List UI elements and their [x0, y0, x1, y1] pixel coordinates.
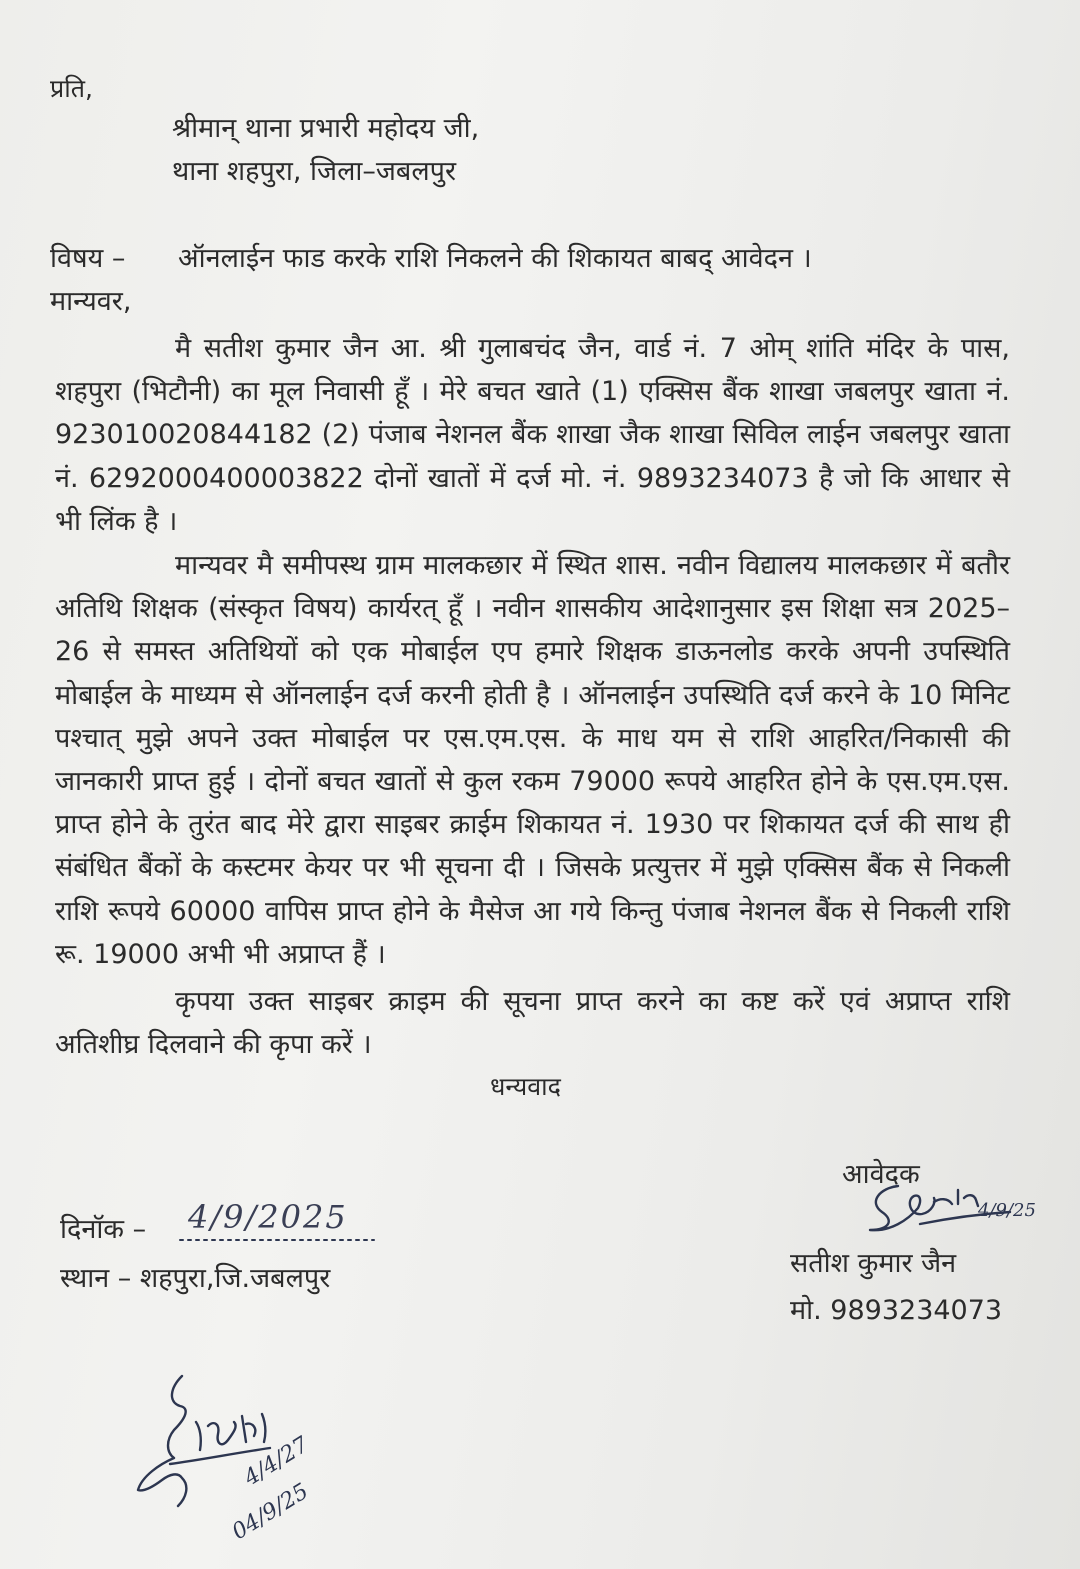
- body-paragraph-1-text: मै सतीश कुमार जैन आ. श्री गुलाबचंद जैन, वार्ड नं. 7 ओम् शांति मंदिर के पास, शहपुरा (भिटौनी) का मूल निवासी हूँ । मेरे बचत खाते (1) एक्सिस बैंक शाखा जबलपुर खाता नं. 923010020844182 (2) पंजाब नेशनल बैंक शाखा जैक शाखा सिविल लाईन जबलपुर खाता नं. 6292000400003822 दोनों खातों में दर्ज मो. नं. 9893234073 है जो कि आधार से भी लिंक है ।: [55, 333, 1010, 537]
- body-paragraph-1: [55, 327, 1010, 543]
- greeting: मान्यवर,: [50, 286, 132, 317]
- official-signature: [130, 1368, 370, 1558]
- official-signature-note-1: 4/4/27: [239, 1432, 314, 1492]
- applicant-label: आवेदक: [842, 1159, 920, 1190]
- place-label: स्थान – शहपुरा,जि.जबलपुर: [60, 1263, 331, 1294]
- body-paragraph-2: [55, 544, 1010, 976]
- applicant-mobile: मो. 9893234073: [790, 1295, 1003, 1326]
- recipient-line-2: थाना शहपुरा, जिला–जबलपुर: [172, 156, 457, 187]
- applicant-signature-date: 4/9/25: [978, 1200, 1036, 1221]
- closing-thanks: धन्यवाद: [490, 1072, 561, 1101]
- date-label: दिनॉक –: [60, 1214, 147, 1245]
- date-value: 4/9/2025: [188, 1198, 348, 1236]
- applicant-signature: [860, 1168, 1060, 1248]
- official-signature-note-2: 04/9/25: [227, 1478, 314, 1546]
- body-paragraph-3-text: कृपया उक्त साइबर क्राइम की सूचना प्राप्त करने का कष्ट करें एवं अप्राप्त राशि अतिशीघ्र दिलवाने की कृपा करें ।: [55, 986, 1010, 1061]
- body-paragraph-3: [55, 980, 1010, 1066]
- subject-label: विषय –: [50, 243, 126, 274]
- recipient-line-1: श्रीमान् थाना प्रभारी महोदय जी,: [172, 113, 480, 144]
- subject-text: ऑनलाईन फाड करके राशि निकलने की शिकायत बाबद् आवेदन ।: [178, 243, 812, 274]
- body-paragraph-2-text: मान्यवर मै समीपस्थ ग्राम मालकछार में स्थित शास. नवीन विद्यालय मालकछार में बतौर अतिथि शिक्षक (संस्कृत विषय) कार्यरत् हूँ । नवीन शासकीय आदेशानुसार इस शिक्षा सत्र 2025–26 से समस्त अतिथियों को एक मोबाईल एप हमारे शिक्षक डाऊनलोड करके अपनी उपस्थिति मोबाईल के माध्यम से ऑनलाईन दर्ज करनी होती है । ऑनलाईन उपस्थिति दर्ज करने के 10 मिनिट पश्चात् मुझे अपने उक्त मोबाईल पर एस.एम.एस. के माध यम से राशि आहरित/निकासी की जानकारी प्राप्त हुई । दोनों बचत खातों से कुल रकम 79000 रूपये आहरित होने के एस.एम.एस. प्राप्त होने के तुरंत बाद मेरे द्वारा साइबर क्राईम शिकायत नं. 1930 पर शिकायत दर्ज की साथ ही संबंधित बैंकों के कस्टमर केयर पर भी सूचना दी । जिसके प्रत्युत्तर में मुझे एक्सिस बैंक से निकली राशि रूपये 60000 वापिस प्राप्त होने के मैसेज आ गये किन्तु पंजाब नेशनल बैंक से निकली राशि रू. 19000 अभी भी अप्राप्त हैं ।: [55, 550, 1010, 970]
- salutation-to: प्रति,: [50, 74, 93, 103]
- applicant-name: सतीश कुमार जैन: [790, 1248, 957, 1279]
- date-underline: [178, 1234, 378, 1248]
